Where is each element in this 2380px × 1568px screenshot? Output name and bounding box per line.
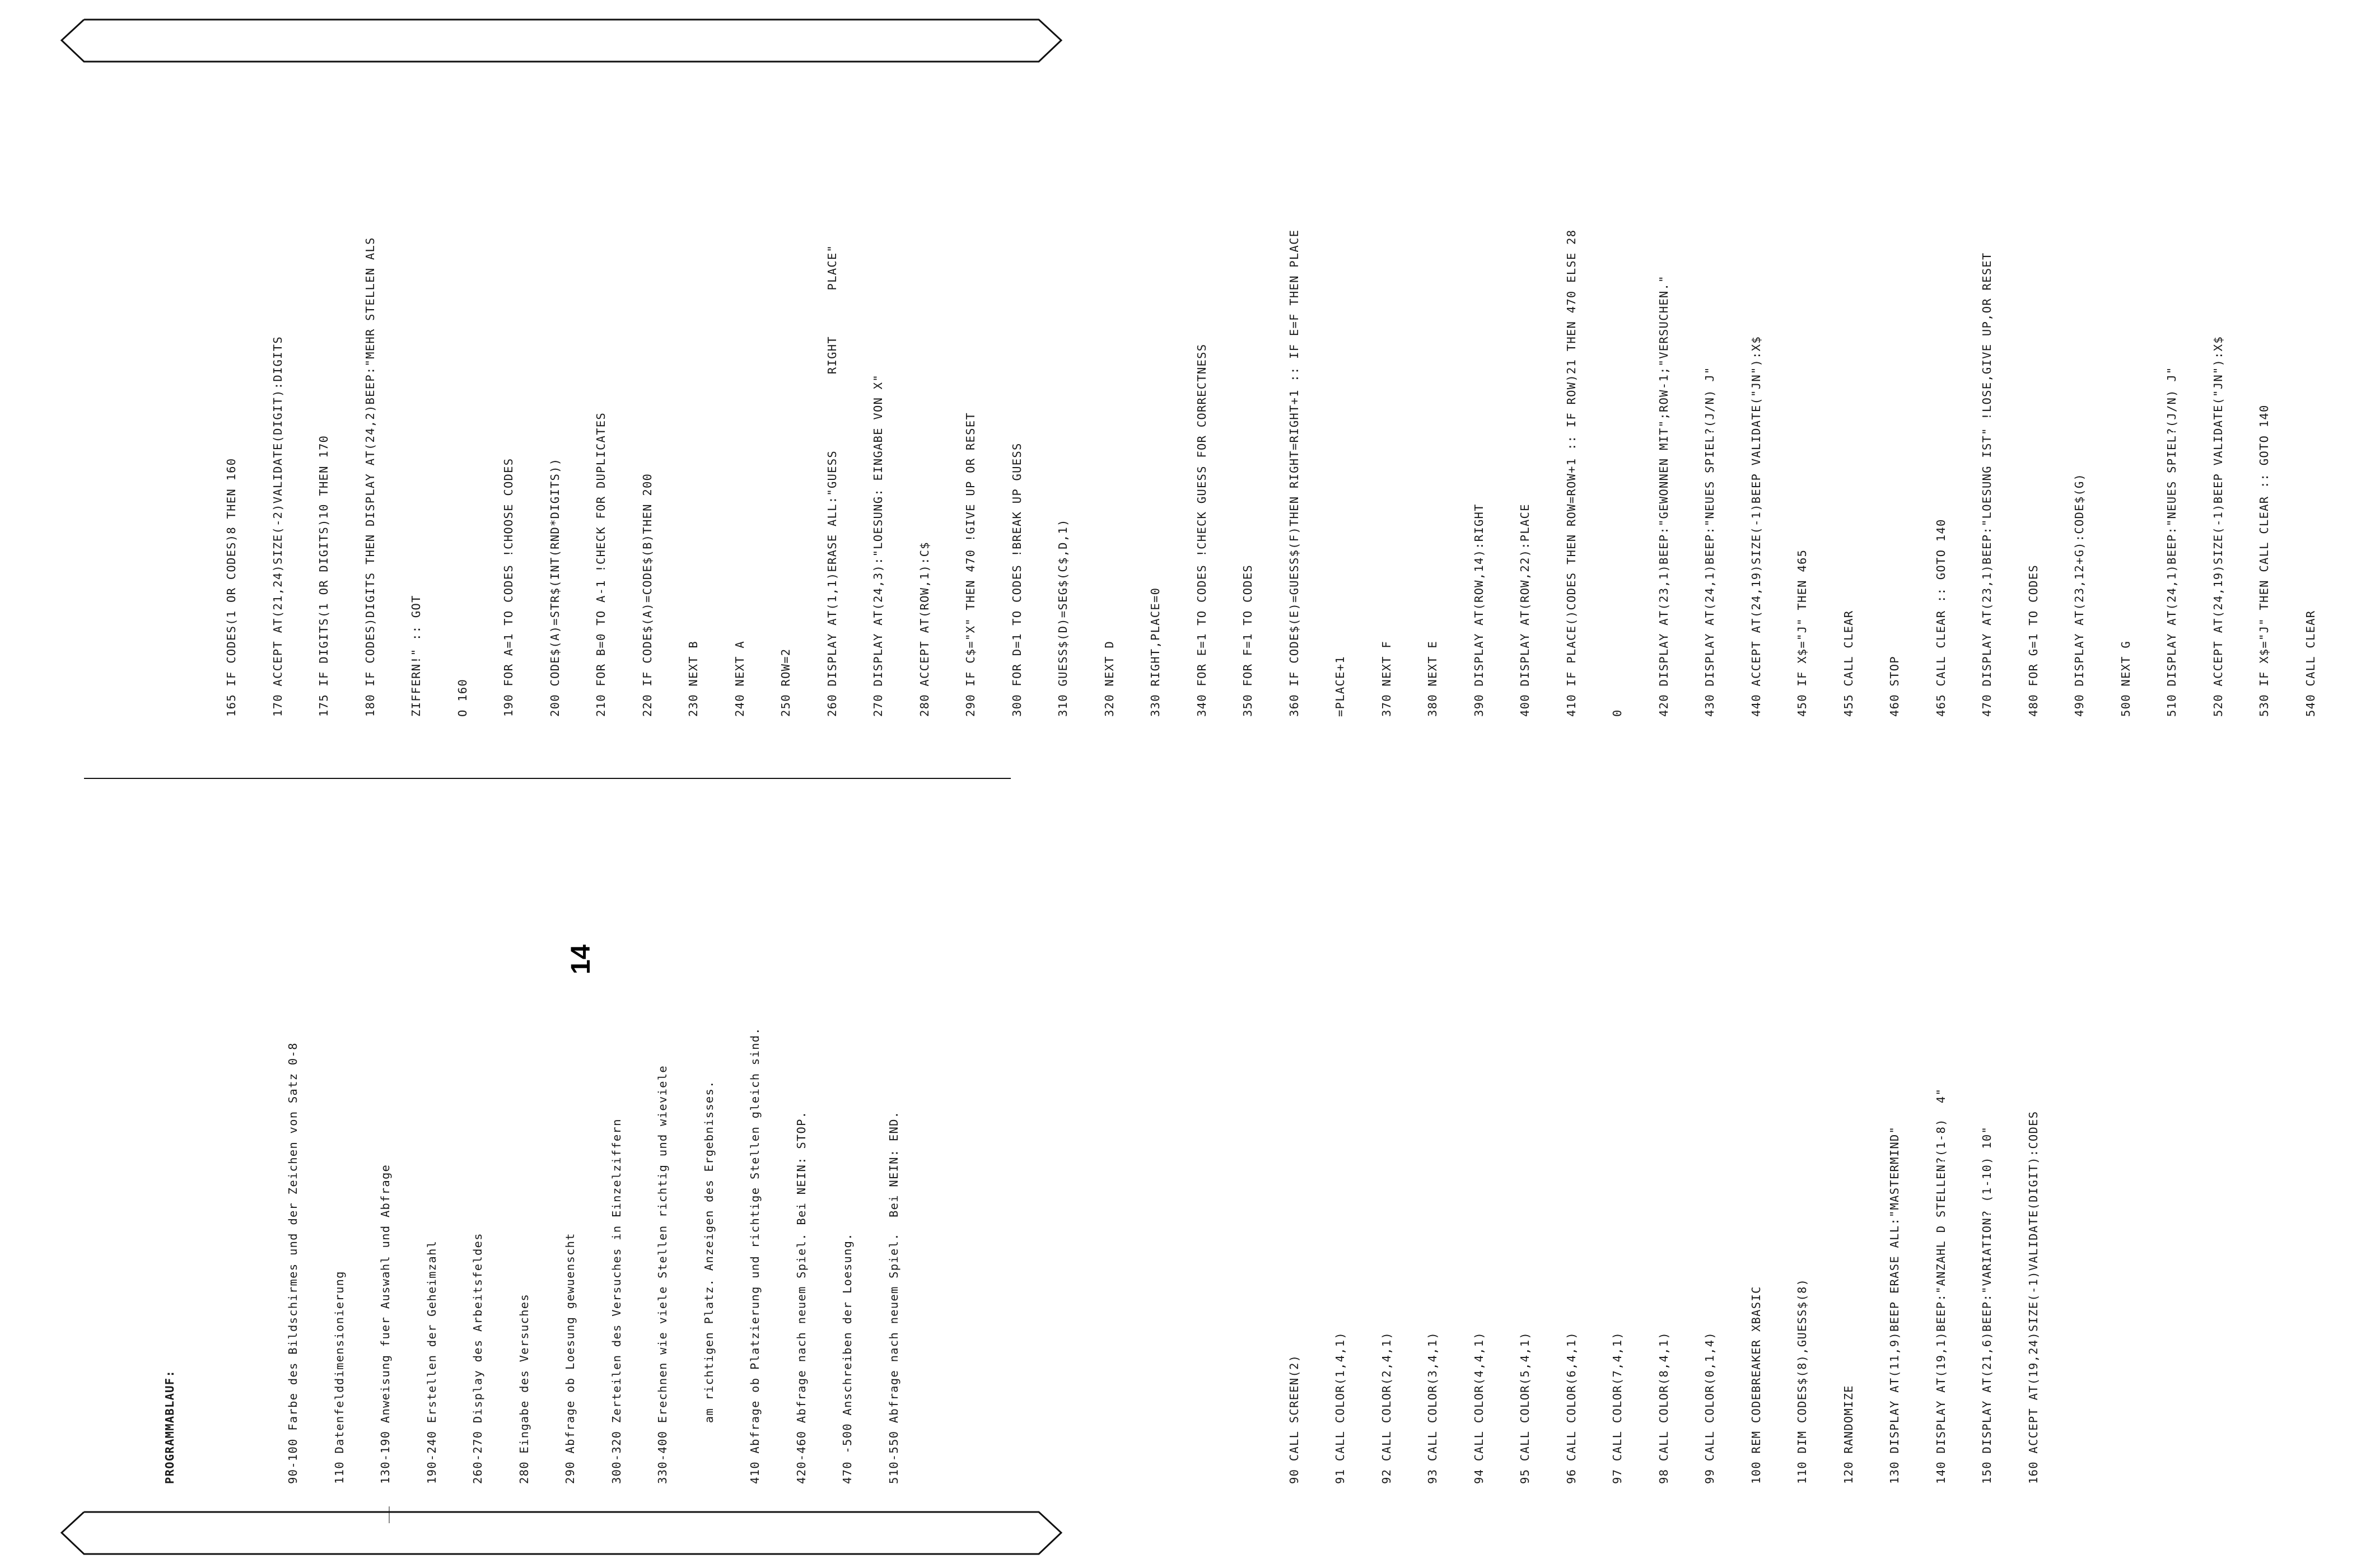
code-line: 400 DISPLAY AT(ROW,22):PLACE (1518, 503, 1532, 717)
overview-line: 90-100 Farbe des Bildschirmes und der Zeichen von Satz 0-8 (286, 1042, 300, 1484)
overview-line: 280 Eingabe des Versuches (517, 1294, 531, 1484)
overview-line: 190-240 Erstellen der Geheimzahl (424, 1240, 438, 1484)
overview-line: 470 -500 Anschreiben der Loesung. (841, 1233, 854, 1484)
code-line: 280 ACCEPT AT(ROW,1):C$ (917, 542, 931, 717)
code-line: 460 STOP (1888, 656, 1901, 717)
overview-line: am richtigen Platz. Anzeigen des Ergebnisses. (702, 1080, 716, 1484)
code-line: 360 IF CODE$(E)=GUESS$(F)THEN RIGHT=RIGHT+1 :: IF E=F THEN PLACE (1287, 229, 1301, 717)
code-line: 180 IF CODES)DIGITS THEN DISPLAY AT(24,2)BEEP:"MEHR STELLEN ALS (363, 237, 377, 717)
overview-line: 290 Abfrage ob Loesung gewuenscht (563, 1233, 577, 1484)
overview-heading: PROGRAMMABLAUF: (163, 1370, 176, 1484)
code-line: 200 CODE$(A)=STR$(INT(RND*DIGITS)) (548, 458, 562, 717)
code-line: 100 REM CODEBREAKER XBASIC (1749, 1286, 1763, 1484)
code-line: 110 DIM CODES$(8),GUESS$(8) (1795, 1278, 1809, 1484)
code-line: 290 IF C$="X" THEN 470 !GIVE UP OR RESET (964, 412, 977, 717)
page-number: 14 (566, 944, 596, 974)
code-line: 93 CALL COLOR(3,4,1) (1426, 1332, 1439, 1484)
code-line: 430 DISPLAY AT(24,1)BEEP:"NEUES SPIEL?(J/N) J" (1703, 366, 1716, 717)
code-line: 94 CALL COLOR(4,4,1) (1472, 1332, 1486, 1484)
code-line: 530 IF X$="J" THEN CALL CLEAR :: GOTO 140 (2257, 404, 2271, 717)
code-line: 440 ACCEPT AT(24,19)SIZE(-1)BEEP VALIDATE("JN"):X$ (1749, 336, 1763, 717)
code-line: =PLACE+1 (1333, 656, 1347, 717)
code-listing-part1 (1256, 902, 2073, 1484)
code-line: 370 NEXT F (1379, 641, 1393, 717)
code-line: 520 ACCEPT AT(24,19)SIZE(-1)BEEP VALIDATE("JN"):X$ (2211, 336, 2225, 717)
overview-line: 110 Datenfelddimensionierung (332, 1271, 346, 1484)
overview-line: 420-460 Abfrage nach neuem Spiel. Bei NEIN: STOP. (794, 1110, 808, 1484)
code-listing-part2 (193, 90, 2349, 717)
code-line: 130 DISPLAY AT(11,9)BEEP ERASE ALL:"MASTERMIND" (1888, 1126, 1901, 1484)
overview-line: 510-550 Abfrage nach neuem Spiel. Bei NEIN: END. (886, 1110, 900, 1484)
overview-list (255, 902, 932, 1484)
code-line: 270 DISPLAY AT(24,3):"LOESUNG: EINGABE VON X" (871, 374, 885, 717)
code-line: ZIFFERN!" :: GOT (409, 595, 423, 717)
overview-line: 130-190 Anweisung fuer Auswahl und Abfrage (379, 1164, 392, 1484)
code-line: 455 CALL CLEAR (1841, 610, 1855, 717)
code-line: 260 DISPLAY AT(1,1)ERASE ALL:"GUESS RIGHT PLACE" (825, 244, 839, 717)
code-line: 92 CALL COLOR(2,4,1) (1379, 1332, 1393, 1484)
code-line: 410 IF PLACE()CODES THEN ROW=ROW+1 :: IF ROW)21 THEN 470 ELSE 28 (1564, 229, 1578, 717)
code-line: 500 NEXT G (2118, 641, 2132, 717)
code-line: 240 NEXT A (732, 641, 746, 717)
code-line: 390 DISPLAY AT(ROW,14):RIGHT (1472, 503, 1486, 717)
code-line: 210 FOR B=0 TO A-1 !CHECK FOR DUPLICATES (594, 412, 608, 717)
code-line: 480 FOR G=1 TO CODES (2026, 564, 2040, 717)
left-column (132, 902, 2103, 1484)
code-line: 310 GUESS$(D)=SEG$(C$,D,1) (1056, 519, 1070, 717)
code-line: 91 CALL COLOR(1,4,1) (1333, 1332, 1347, 1484)
code-line: O 160 (455, 679, 469, 717)
code-line: 190 FOR A=1 TO CODES !CHOOSE CODES (502, 458, 515, 717)
overview-line: 300-320 Zerteilen des Versuches in Einzelziffern (609, 1118, 623, 1484)
code-line: 540 CALL CLEAR (2303, 610, 2317, 717)
code-line: 340 FOR E=1 TO CODES !CHECK GUESS FOR CORRECTNESS (1194, 343, 1208, 717)
right-column (162, 90, 2380, 717)
code-line: 150 DISPLAY AT(21,6)BEEP:"VARIATION? (1-10) 10" (1980, 1126, 1994, 1484)
code-line: 330 RIGHT,PLACE=0 (1149, 587, 1162, 717)
code-line: 470 DISPLAY AT(23,1)BEEP:"LOESUNG IST" !LOSE,GIVE UP,OR RESET (1980, 252, 1994, 717)
code-line: 380 NEXT E (1426, 641, 1439, 717)
overview-line: 410 Abfrage ob Platzierung und richtige Stellen gleich sind. (748, 1027, 762, 1484)
code-line: 220 IF CODE$(A)=CODE$(B)THEN 200 (640, 473, 654, 717)
code-line: 320 NEXT D (1102, 641, 1116, 717)
code-line: 96 CALL COLOR(6,4,1) (1564, 1332, 1578, 1484)
code-line: 175 IF DIGITS(1 OR DIGITS)10 THEN 170 (317, 435, 330, 717)
code-line: 97 CALL COLOR(7,4,1) (1611, 1332, 1624, 1484)
code-line: 0 (1611, 709, 1624, 717)
code-line: 250 ROW=2 (779, 648, 792, 717)
code-line: 120 RANDOMIZE (1841, 1385, 1855, 1484)
code-line: 350 FOR F=1 TO CODES (1241, 564, 1254, 717)
code-line: 465 CALL CLEAR :: GOTO 140 (1934, 519, 1948, 717)
code-line: 300 FOR D=1 TO CODES !BREAK UP GUESS (1010, 442, 1024, 717)
overview-line: 260-270 Display des Arbeitsfeldes (471, 1233, 484, 1484)
code-line: 99 CALL COLOR(0,1,4) (1703, 1332, 1716, 1484)
code-line: 165 IF CODES(1 OR CODES)8 THEN 160 (225, 458, 238, 717)
code-line: 90 CALL SCREEN(2) (1287, 1354, 1301, 1484)
code-line: 450 IF X$="J" THEN 465 (1795, 549, 1809, 717)
code-line: 170 ACCEPT AT(21,24)SIZE(-2)VALIDATE(DIGIT):DIGITS (270, 336, 284, 717)
code-line: 95 CALL COLOR(5,4,1) (1518, 1332, 1532, 1484)
code-line: 490 DISPLAY AT(23,12+G):CODE$(G) (2073, 473, 2086, 717)
code-line: 160 ACCEPT AT(19,24)SIZE(-1)VALIDATE(DIGIT):CODES (2026, 1110, 2040, 1484)
code-line: 420 DISPLAY AT(23,1)BEEP:"GEWONNEN MIT";ROW-1;"VERSUCHEN." (1656, 275, 1670, 717)
overview-line: 330-400 Erechnen wie viele Stellen richtig und wieviele (656, 1065, 669, 1484)
code-line: 140 DISPLAY AT(19,1)BEEP:"ANZAHL D STELLEN?(1-8) 4" (1934, 1088, 1948, 1484)
code-line: 510 DISPLAY AT(24,1)BEEP:"NEUES SPIEL?(J/N) J" (2165, 366, 2178, 717)
code-line: 230 NEXT B (687, 641, 700, 717)
code-line: 98 CALL COLOR(8,4,1) (1656, 1332, 1670, 1484)
